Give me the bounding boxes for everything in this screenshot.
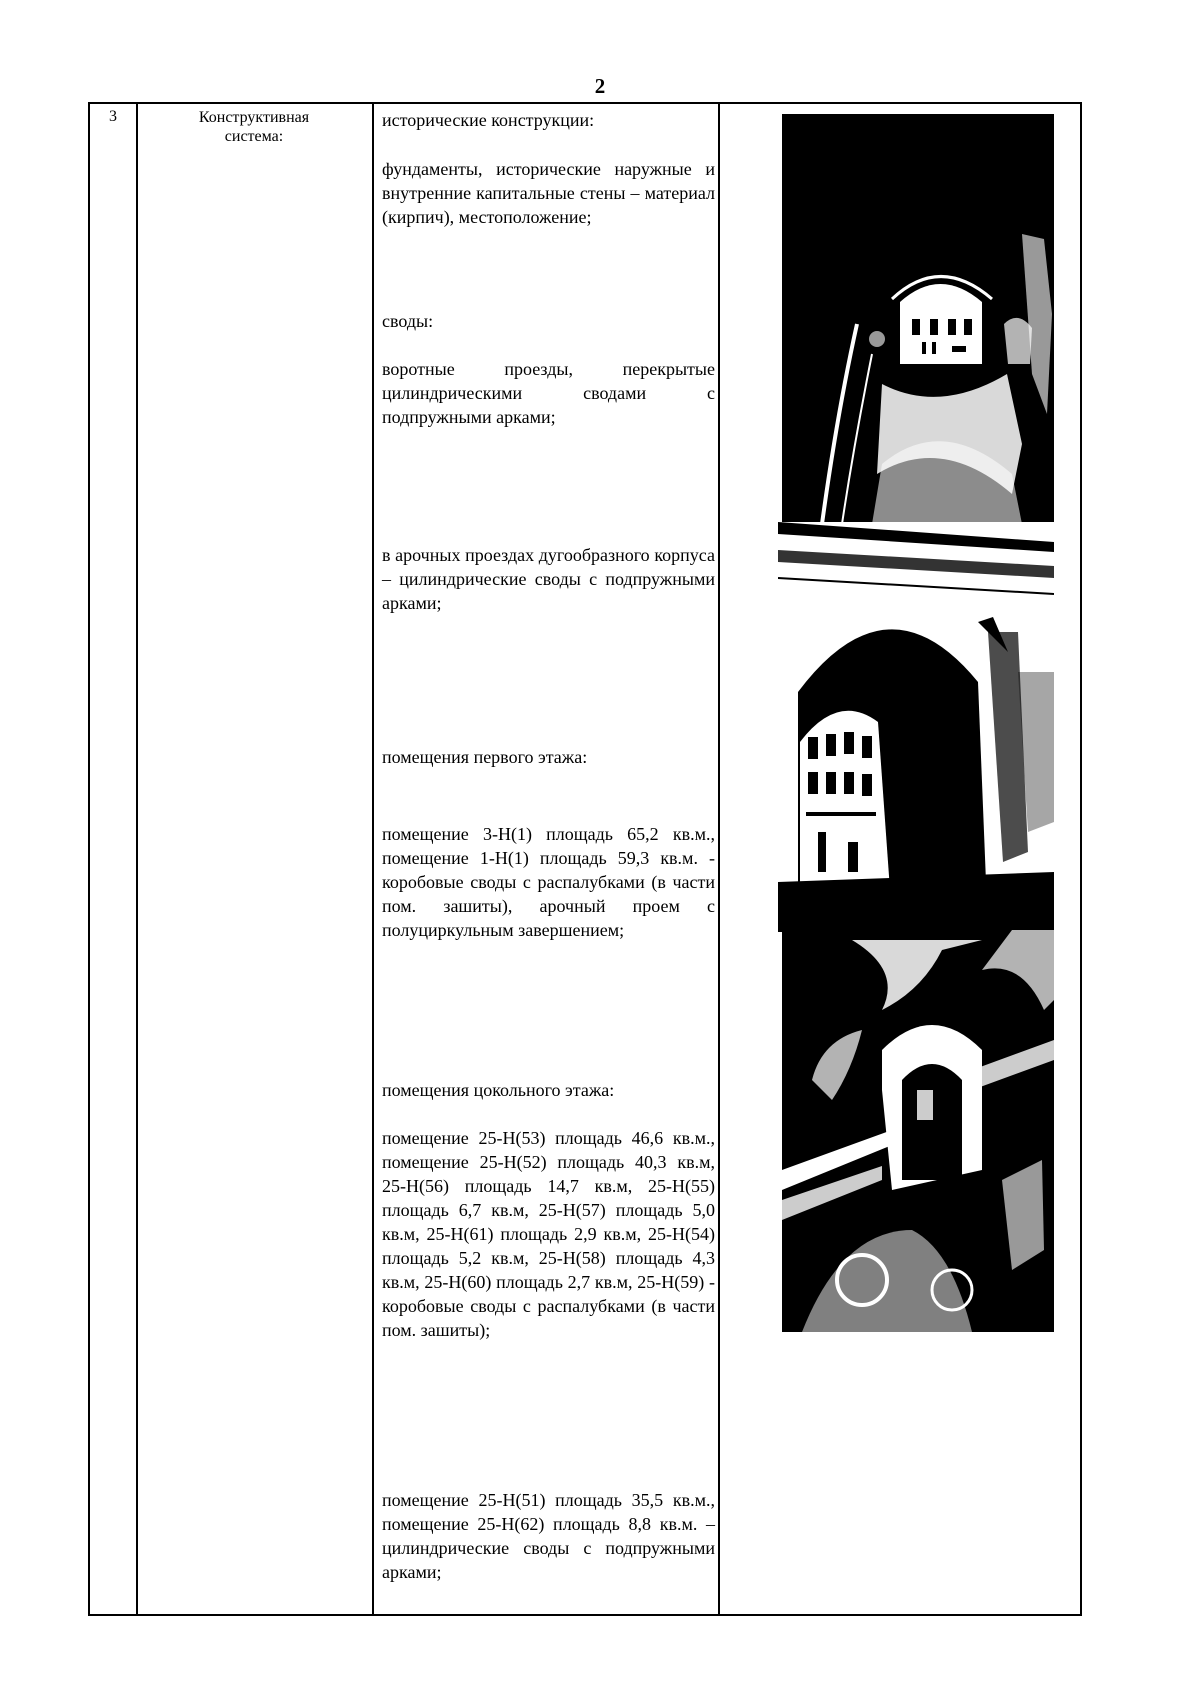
paragraph-arched-passages: в арочных проездах дугообразного корпуса – цилиндрические своды с подпружными арками; [382, 545, 715, 613]
gate-passage-photo [782, 114, 1054, 524]
row-title-line: система: [224, 128, 284, 145]
column-divider [718, 104, 720, 1614]
row-title [136, 108, 372, 146]
paragraph-historical-structures: исторические конструкции: [382, 110, 595, 130]
document-table [88, 102, 1082, 1616]
paragraph-basement-heading: помещения цокольного этажа: [382, 1080, 615, 1100]
page-number: 2 [594, 74, 606, 98]
paragraph-foundations-walls: фундаменты, исторические наружные и внутренние капитальные стены – материал (кирпич), местоположение; [382, 159, 715, 227]
paragraph-basement-rooms: помещение 25-Н(53) площадь 46,6 кв.м., помещение 25-Н(52) площадь 40,3 кв.м, 25-Н(56) площадь 14,7 кв.м, 25-Н(55) площадь 6,7 кв.м, 25-Н(57) площадь 5,0 кв.м, 25-Н(61) площадь 2,9 кв.м, 25-Н(54) площадь 5,2 кв.м, 25-Н(58) площадь 4,3 кв.м, 25-Н(60) площадь 2,7 кв.м, 25-Н(59) - коробовые своды с распалубками (в части пом. зашиты); [382, 1128, 715, 1340]
paragraph-first-floor-rooms: помещение 3-Н(1) площадь 65,2 кв.м., помещение 1-Н(1) площадь 59,3 кв.м. - коробовые своды с распалубками (в части пом. зашиты), арочный проем с полуциркульным завершением; [382, 824, 715, 940]
arched-passage-photo [778, 522, 1054, 932]
paragraph-basement-cylindrical: помещение 25-Н(51) площадь 35,5 кв.м., помещение 25-Н(62) площадь 8,8 кв.м. – цилиндрические своды с подпружными арками; [382, 1490, 715, 1582]
paragraph-gate-passages: воротные проезды, перекрытые цилиндрическими сводами с подпружными арками; [382, 359, 715, 427]
paragraph-vaults-heading: своды: [382, 311, 434, 331]
row-number: 3 [109, 108, 117, 125]
row-title-line: Конструктивная [198, 109, 310, 126]
paragraph-first-floor-heading: помещения первого этажа: [382, 747, 588, 767]
column-divider [372, 104, 374, 1614]
vaulted-room-photo [782, 930, 1054, 1332]
column-divider [136, 104, 138, 1614]
